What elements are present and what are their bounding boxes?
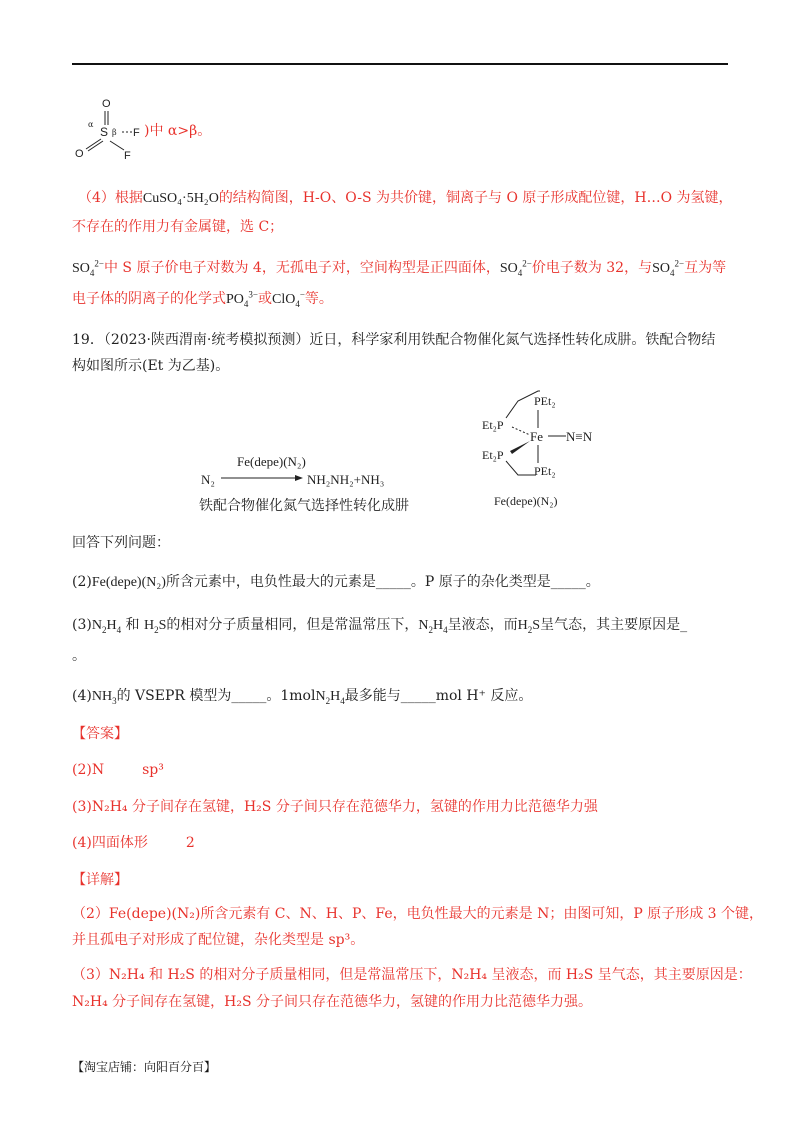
so4-text-f: 等。 bbox=[304, 291, 333, 307]
complex-fe: Fe bbox=[530, 429, 543, 444]
detail-2-line2: 并且孤电子对形成了配位键，杂化类型是 sp³。 bbox=[72, 932, 365, 948]
so2f2-suffix: )中 α>β。 bbox=[144, 123, 212, 139]
q3-text-b: 的相对分子质量相同，但是常温常压下， bbox=[166, 617, 419, 633]
so4-text-c: 互为等 bbox=[684, 260, 727, 276]
p4-line1 bbox=[78, 188, 733, 209]
header-rule bbox=[72, 63, 728, 65]
detail-tag: 【详解】 bbox=[72, 872, 128, 888]
so4-formula-3: $SO_4^{2-}$ bbox=[652, 258, 685, 278]
answer-2-text: (2)N bbox=[72, 762, 105, 778]
q19-line2: 构如图所示(Et 为乙基)。 bbox=[72, 358, 230, 374]
p4-formula: CuSO₄·5H₂O bbox=[142, 191, 219, 206]
q3-n2h4: $N_2H_4$ bbox=[91, 618, 122, 635]
so4-text-b: 价电子数为 32，与 bbox=[531, 260, 653, 276]
so2f2-structure-diagram bbox=[72, 95, 292, 165]
so4-formula-2: $SO_4^{2-}$ bbox=[499, 258, 532, 278]
so2f2-beta: β bbox=[112, 128, 117, 137]
reaction-product: NH₂NH₂+NH₃ bbox=[307, 472, 385, 487]
q4-text-c: 最多能与_____mol H⁺ 反应。 bbox=[344, 688, 533, 704]
so2f2-s: S bbox=[100, 125, 109, 139]
so4-text-a: 中 S 原子价电子对数为 4，无孤电子对，空间构型是正四面体， bbox=[103, 260, 500, 276]
detail-3-line1: （3）N₂H₄ 和 H₂S 的相对分子质量相同，但是常温常压下，N₂H₄ 呈液态，而 H₂S 呈气态，其主要原因是： bbox=[72, 967, 752, 983]
q4-nh3: $NH_3$ bbox=[91, 689, 117, 706]
answer-2-hybrid: sp³ bbox=[142, 762, 164, 778]
so2f2-f2: F bbox=[124, 150, 131, 162]
detail-3-line2: N₂H₄ 分子间存在氢键，H₂S 分子间只存在范德华力，氢键的作用力比范德华力强。 bbox=[72, 994, 592, 1010]
so4-formula-1: $SO_4^{2-}$ bbox=[72, 258, 104, 278]
reaction-reactant: N₂ bbox=[201, 472, 215, 487]
reaction-caption: 铁配合物催化氮气选择性转化成肼 bbox=[199, 498, 409, 514]
p4-line2: 不存在的作用力有金属键，选 C； bbox=[72, 219, 284, 235]
complex-n2: N≡N bbox=[566, 429, 593, 444]
clo4-formula: ClO$_4$− bbox=[271, 289, 305, 309]
q3-text-c: 呈液态，而 bbox=[447, 617, 518, 633]
answer-2 bbox=[72, 760, 164, 780]
footer-shop: 【淘宝店铺：向阳百分百】 bbox=[72, 1060, 217, 1074]
fe-complex-structure bbox=[478, 383, 638, 513]
so4-line1 bbox=[72, 258, 726, 279]
detail-2-line1: （2）Fe(depe)(N₂)所含元素有 C、N、H、P、Fe，电负性最大的元素是 N；由图可知，P 原子形成 3 个键， bbox=[72, 906, 763, 922]
complex-p1: PEt₂ bbox=[534, 394, 556, 408]
q2-text: 所含元素中，电负性最大的元素是_____。P 原子的杂化类型是_____。 bbox=[165, 574, 600, 590]
complex-p4: PEt₂ bbox=[534, 464, 556, 478]
q3-end: 。 bbox=[72, 648, 86, 664]
q3-line: $(3)N_2H_4$ 和 $H_2S$的相对分子质量相同，但是常温常压下，$N_2H_4$呈液态，而$H_2S$呈气态，其主要原因是_ bbox=[72, 617, 688, 635]
p4-text-a: （4）根据 bbox=[78, 190, 143, 206]
answer-4-number: 2 bbox=[185, 835, 195, 851]
q4-line bbox=[72, 686, 532, 707]
so4-text-d: 电子体的阴离子的化学式 bbox=[72, 291, 226, 307]
po4-formula: $PO_4^{3-}$ bbox=[226, 289, 258, 309]
q3-text-d: 呈气态，其主要原因是_ bbox=[540, 617, 688, 633]
so2f2-alpha: α bbox=[88, 120, 94, 129]
q3-h2s-b: $H_2S$ bbox=[517, 618, 541, 635]
so2f2-f1: F bbox=[133, 127, 140, 139]
q3-n2h4-b: $N_2H_4$ bbox=[418, 618, 448, 635]
q3-h2s: $H_2S$ bbox=[144, 618, 167, 635]
prompt: 回答下列问题： bbox=[72, 535, 170, 551]
q2-num: (2) bbox=[72, 574, 92, 590]
q4-num: (4) bbox=[72, 688, 92, 704]
reaction-catalyst: Fe(depe)(N₂) bbox=[237, 454, 306, 469]
q4-text-b: 的 VSEPR 模型为_____。1mol bbox=[116, 688, 316, 704]
answer-4 bbox=[72, 833, 195, 853]
q4-n2h4: $N_2H_4$ bbox=[315, 689, 345, 706]
p4-text-b: 的结构简图，H-O、O-S 为共价键，铜离子与 O 原子形成配位键，H…O 为氢键， bbox=[218, 190, 733, 206]
q2-formula: Fe(depe)(N₂) bbox=[91, 575, 166, 590]
so4-text-e: 或 bbox=[257, 291, 272, 307]
q2-line bbox=[72, 572, 600, 593]
complex-p3: Et₂P bbox=[482, 448, 504, 462]
answer-4-text: (4)四面体形 bbox=[72, 835, 148, 851]
so2f2-o-left: O bbox=[75, 148, 84, 160]
reaction-scheme bbox=[195, 450, 425, 520]
q19-line1: 19．（2023·陕西渭南·统考模拟预测）近日，科学家利用铁配合物催化氮气选择性转化成肼。铁配合物结 bbox=[72, 332, 716, 348]
answer-tag: 【答案】 bbox=[72, 726, 128, 742]
answer-3: (3)N₂H₄ 分子间存在氢键，H₂S 分子间只存在范德华力，氢键的作用力比范德华力强 bbox=[72, 799, 598, 815]
so2f2-o-top: O bbox=[102, 98, 111, 110]
so4-line2 bbox=[72, 289, 333, 310]
q3-num: (3) bbox=[72, 617, 92, 633]
complex-label: Fe(depe)(N₂) bbox=[494, 494, 558, 508]
complex-p2: Et₂P bbox=[482, 418, 504, 432]
